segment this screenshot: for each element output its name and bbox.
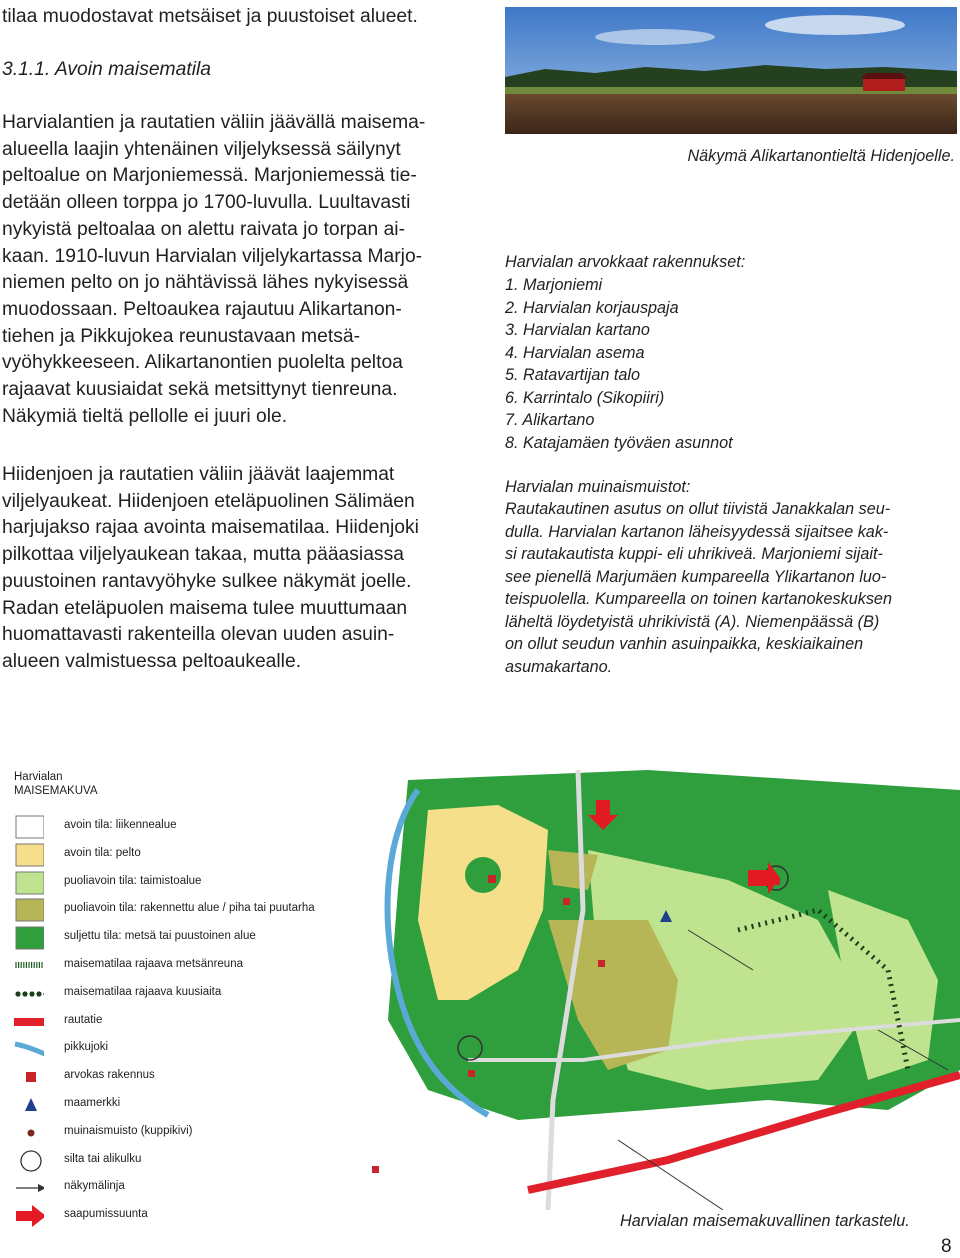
legend-item (10, 1064, 345, 1090)
paragraph-line: peltoalue on Marjoniemessä. Marjoniemessä tie- (2, 165, 417, 187)
paragraph-line: viljelyaukeat. Hiidenjoen eteläpuolinen Sälimäen (2, 490, 415, 512)
paragraph-line: harjujakso rajaa avointa maisematilaa. Hiidenjoki (2, 517, 419, 539)
paragraph-line: tiehen ja Pikkujokea reunustavaan metsä- (2, 325, 360, 347)
ruins-title: Harvialan muinaismuistot: (505, 478, 691, 496)
ruins-line: dulla. Harvialan kartanon läheisyydessä sijaitsee kak- (505, 522, 889, 541)
paragraph-line: detään olleen torppa jo 1700-luvulla. Luultavasti (2, 192, 411, 214)
landscape-map (348, 770, 960, 1210)
legend-item (10, 981, 345, 1007)
red-barn-icon (861, 73, 907, 91)
ruins-line: läheltä löydetyistä uhrikivistä (A). Niemenpäässä (B) (505, 612, 880, 631)
ruins-line: asumakartano. (505, 657, 613, 676)
legend-label: puoliavoin tila: rakennettu alue / piha tai puutarha (64, 902, 315, 915)
paragraph-line: niemen pelto on jo nähtävissä lähes nykyisessä (2, 272, 409, 294)
paragraph-line: kaan. 1910-luvun Harvialan viljelykartassa Marjo- (2, 245, 423, 267)
paragraph-line: Radan eteläpuolen maisema tulee muuttumaan (2, 597, 408, 619)
legend-label: maisematilaa rajaava kuusiaita (64, 985, 222, 998)
building-item: 5. Ratavartijan talo (505, 366, 640, 384)
map-title: Harvialan MAISEMAKUVA (14, 771, 98, 797)
legend-item (10, 1175, 345, 1201)
forest-edge-icon (14, 953, 44, 979)
paragraph-line: Harvialantien ja rautatien väliin jäävällä maisema- (2, 112, 426, 133)
legend-label: avoin tila: liikennealue (64, 819, 177, 831)
spruce-hedge-icon (14, 981, 44, 1007)
legend-item (10, 1036, 345, 1062)
bridge-icon (14, 1148, 44, 1174)
paragraph-line: Hiidenjoen ja rautatien väliin jäävät laajemmat (2, 464, 395, 485)
lightgreen-box-icon (14, 870, 44, 896)
paragraph-line: puustoinen rantavyöhyke sulkee näkymät joelle. (2, 570, 412, 592)
paragraph-line: alueella laajin yhtenäinen viljelyksessä säilynyt (2, 138, 401, 160)
paragraph-2 (2, 462, 454, 676)
photo-caption: Näkymä Alikartanontieltä Hidenjoelle. (687, 147, 955, 165)
viewline-icon (14, 1175, 44, 1201)
legend-item (10, 842, 345, 868)
legend-item (10, 1203, 345, 1229)
railway-icon (14, 1009, 44, 1035)
building-item: 7. Alikartano (505, 411, 595, 429)
white-box-icon (14, 814, 44, 840)
landscape-photo (505, 7, 957, 134)
legend-item (10, 925, 345, 951)
legend-item (10, 1120, 345, 1146)
ruins-text (505, 498, 957, 678)
landmark-icon (14, 1092, 44, 1118)
legend-label: pikkujoki (64, 1041, 109, 1054)
building-item: 1. Marjoniemi (505, 276, 603, 294)
ruins-line: on ollut seudun vanhin asuinpaikka, keskiaikainen (505, 635, 864, 653)
legend-label: arvokas rakennus (64, 1069, 155, 1082)
legend-label: suljettu tila: metsä tai puustoinen alue (64, 930, 256, 943)
building-item: 3. Harvialan kartano (505, 321, 650, 339)
legend-item (10, 897, 345, 923)
green-box-icon (14, 925, 44, 951)
paragraph-line: rajaavat kuusiaidat sekä metsittynyt tienreuna. (2, 379, 398, 401)
legend-label: maamerkki (64, 1097, 121, 1109)
section-heading: 3.1.1. Avoin maisematila (2, 59, 211, 80)
ruins-line: si rautakautista kuppi- eli uhrikiveä. Marjoniemi sijait- (505, 545, 883, 563)
arrival-arrow-icon (14, 1203, 44, 1229)
paragraph-line: vyöhykkeeseen. Alikartanontien puolelta peltoa (2, 352, 403, 374)
legend-label: avoin tila: pelto (64, 846, 141, 859)
legend-label: näkymälinja (64, 1180, 125, 1193)
paragraph-line: Näkymiä tieltä pellolle ei juuri ole. (2, 405, 288, 427)
buildings-list (505, 274, 957, 454)
legend-item (10, 1092, 345, 1118)
map-caption: Harvialan maisemakuvallinen tarkastelu. (620, 1212, 910, 1230)
legend-label: silta tai alikulku (64, 1152, 142, 1165)
buildings-title: Harvialan arvokkaat rakennukset: (505, 253, 746, 271)
legend-label: muinaismuisto (kuppikivi) (64, 1124, 193, 1137)
intro-line: tilaa muodostavat metsäiset ja puustoiset alueet. (2, 6, 418, 27)
legend-label: saapumissuunta (64, 1208, 148, 1221)
legend-item (10, 870, 345, 896)
building-item: 8. Katajamäen työväen asunnot (505, 433, 733, 452)
paragraph-line: muodossaan. Peltoaukea rajautuu Alikartanon- (2, 298, 402, 320)
stream-icon (14, 1036, 44, 1062)
yellow-box-icon (14, 842, 44, 868)
olive-box-icon (14, 897, 44, 923)
legend-item (10, 1009, 345, 1035)
legend-label: rautatie (64, 1013, 103, 1026)
paragraph-line: huomattavasti rakenteilla olevan uuden asuin- (2, 624, 395, 646)
legend-item (10, 953, 345, 979)
building-item: 6. Karrintalo (Sikopiiri) (505, 388, 665, 407)
page-number: 8 (941, 1236, 952, 1257)
paragraph-line: nykyistä peltoalaa on alettu raivata jo torpan ai- (2, 218, 406, 240)
paragraph-1 (2, 110, 454, 430)
building-icon (14, 1064, 44, 1090)
ruin-icon (14, 1120, 44, 1146)
ruins-line: see pienellä Marjumäen kumpareella Ylikartanon luo- (505, 567, 887, 586)
legend-label: puoliavoin tila: taimistoalue (64, 874, 202, 887)
building-item: 4. Harvialan asema (505, 343, 645, 362)
paragraph-line: pilkottaa viljelyaukean takaa, mutta pääasiassa (2, 544, 404, 566)
legend-item (10, 1148, 345, 1174)
legend-item (10, 814, 345, 840)
ruins-line: Rautakautinen asutus on ollut tiivistä Janakkalan seu- (505, 500, 891, 518)
paragraph-line: alueen valmistuessa peltoaukealle. (2, 650, 302, 672)
legend-label: maisematilaa rajaava metsänreuna (64, 958, 243, 970)
ruins-line: teispuolella. Kumpareella on toinen kartanokeskuksen (505, 590, 892, 608)
building-item: 2. Harvialan korjauspaja (505, 298, 679, 317)
